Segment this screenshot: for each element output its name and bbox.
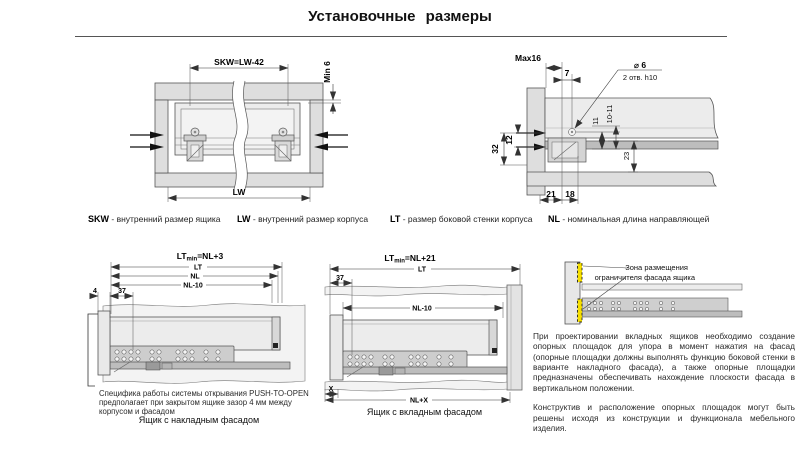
legend-term-lt: LT	[390, 214, 401, 224]
dim-nl10-label: NL-10	[183, 282, 203, 290]
slide-bracket	[548, 138, 586, 162]
side-mounting-drawing	[488, 48, 723, 210]
dim-23-label: 23	[622, 151, 631, 161]
dim-lt-label: LT	[417, 266, 427, 274]
latch-detail	[492, 348, 497, 353]
design-note-paragraph-1: При проектировании вкладных ящиков необходимо создание опорных площадок для упора в момент нажатия на фасад (опорные площадки должны выполнять функцию боковой стенки в варианте накладного фасада), а также опорные площадки предназначены обеспечивать нахождение плоскости фасада в вертикальном положении.	[533, 331, 795, 393]
slide-rail	[343, 367, 507, 374]
legend-item-skw	[88, 214, 221, 224]
page-title: Установочные размеры	[308, 8, 492, 25]
push-to-open-note: Специфика работы системы открывания PUSH-TO-OPEN предполагает при закрытом ящике зазор 4 мм между корпусом и фасадом	[99, 389, 309, 417]
front-bracket	[379, 367, 393, 375]
facade-panel	[98, 311, 110, 375]
legend-desc-skw: - внутренний размер ящика	[111, 214, 221, 224]
cabinet-side-wall	[507, 285, 522, 390]
formula-sub: min	[394, 258, 405, 265]
dim-skw-label: SKW=LW-42	[214, 57, 264, 67]
drawer-side-panel	[110, 317, 280, 350]
legend-desc-nl: - номинальная длина направляющей	[562, 214, 710, 224]
formula-base: LT	[384, 253, 395, 263]
limiter-zone-top	[578, 263, 583, 282]
slide-rail	[110, 362, 290, 369]
formula-rest: =NL+21	[404, 253, 436, 263]
dim-x-label: X	[328, 386, 334, 393]
formula-base: LT	[176, 251, 187, 261]
dim-lw-label: LW	[232, 187, 246, 197]
drawer-bottom-panel	[582, 284, 742, 290]
svg-text:LTmin=NL+3	[177, 251, 224, 263]
dim-diameter-label: ⌀ 6	[633, 60, 647, 70]
dim-4-label: 4	[93, 288, 97, 295]
dim-37-label: 37	[118, 288, 126, 295]
facade-panel	[330, 315, 343, 380]
design-note-paragraph-2: Конструктив и расположение опорных площадок могут быть решены исходя из конструкции и функционала мебельного изделия.	[533, 402, 795, 433]
zone-label-line2: ограничителя фасада ящика	[594, 273, 695, 282]
legend-item-lt	[390, 214, 533, 224]
dim-nlx	[325, 392, 510, 404]
dim-nlx-label: NL+X	[409, 397, 429, 404]
dim-nl10	[111, 280, 272, 303]
dim-nl10	[343, 302, 503, 318]
legend-desc-lt: - размер боковой стенки корпуса	[402, 214, 533, 224]
zone-label-line1: Зона размещения	[625, 263, 688, 272]
legend-item-nl	[548, 214, 709, 224]
facade-leader	[88, 314, 98, 386]
dim-11-label: 11	[591, 117, 600, 125]
caption-overlay-drawer: Ящик с накладным фасадом	[138, 415, 260, 425]
front-section-drawing	[78, 50, 368, 218]
formula-sub: min	[186, 256, 198, 263]
dim-lw	[168, 187, 310, 202]
dim-10-11-label: 10-11	[605, 104, 614, 124]
dim-max16-label: Max16	[515, 53, 541, 63]
svg-text:LTmin=NL+21	[384, 253, 435, 265]
drawer-side-panel	[343, 320, 497, 355]
dim-32-label: 32	[490, 144, 500, 154]
title-rule	[75, 36, 727, 37]
slide-body	[110, 346, 234, 364]
cabinet-bottom-edge	[325, 380, 507, 391]
dim-nl-label: NL	[190, 273, 200, 281]
cabinet-top-edge	[325, 285, 507, 296]
dim-7-label: 7	[564, 68, 570, 78]
dim-18-label: 18	[565, 189, 575, 199]
caption-inset-drawer: Ящик с вкладным фасадом	[366, 407, 483, 417]
cabinet-bottom-panel	[527, 172, 716, 186]
formula	[177, 251, 224, 263]
legend-term-lw: LW	[237, 214, 251, 224]
dim-21-label: 21	[546, 189, 556, 199]
slide-rail	[582, 311, 742, 317]
limiter-zone-drawing	[540, 254, 750, 332]
legend-term-nl: NL	[548, 214, 560, 224]
dim-min6-label: Min 6	[322, 61, 332, 83]
latch-detail	[273, 343, 278, 348]
design-notes	[533, 331, 795, 433]
legend-desc-lw: - внутренний размер корпуса	[252, 214, 369, 224]
dim-37-label: 37	[336, 275, 344, 282]
dim-lt-label: LT	[193, 264, 203, 272]
slide-body	[343, 351, 467, 369]
legend-item-lw	[237, 214, 368, 224]
dim-12-label: 12	[504, 135, 514, 145]
front-bracket	[146, 362, 160, 370]
dim-nl10-label: NL-10	[412, 305, 432, 313]
dim-holes-label: 2 отв. h10	[622, 73, 658, 82]
limiter-zone-bottom	[578, 299, 583, 322]
formula	[384, 253, 435, 265]
formula-rest: =NL+3	[197, 251, 224, 261]
overlay-drawer-drawing	[84, 250, 314, 390]
inset-drawer-drawing	[322, 252, 527, 404]
legend-term-skw: SKW	[88, 214, 109, 224]
